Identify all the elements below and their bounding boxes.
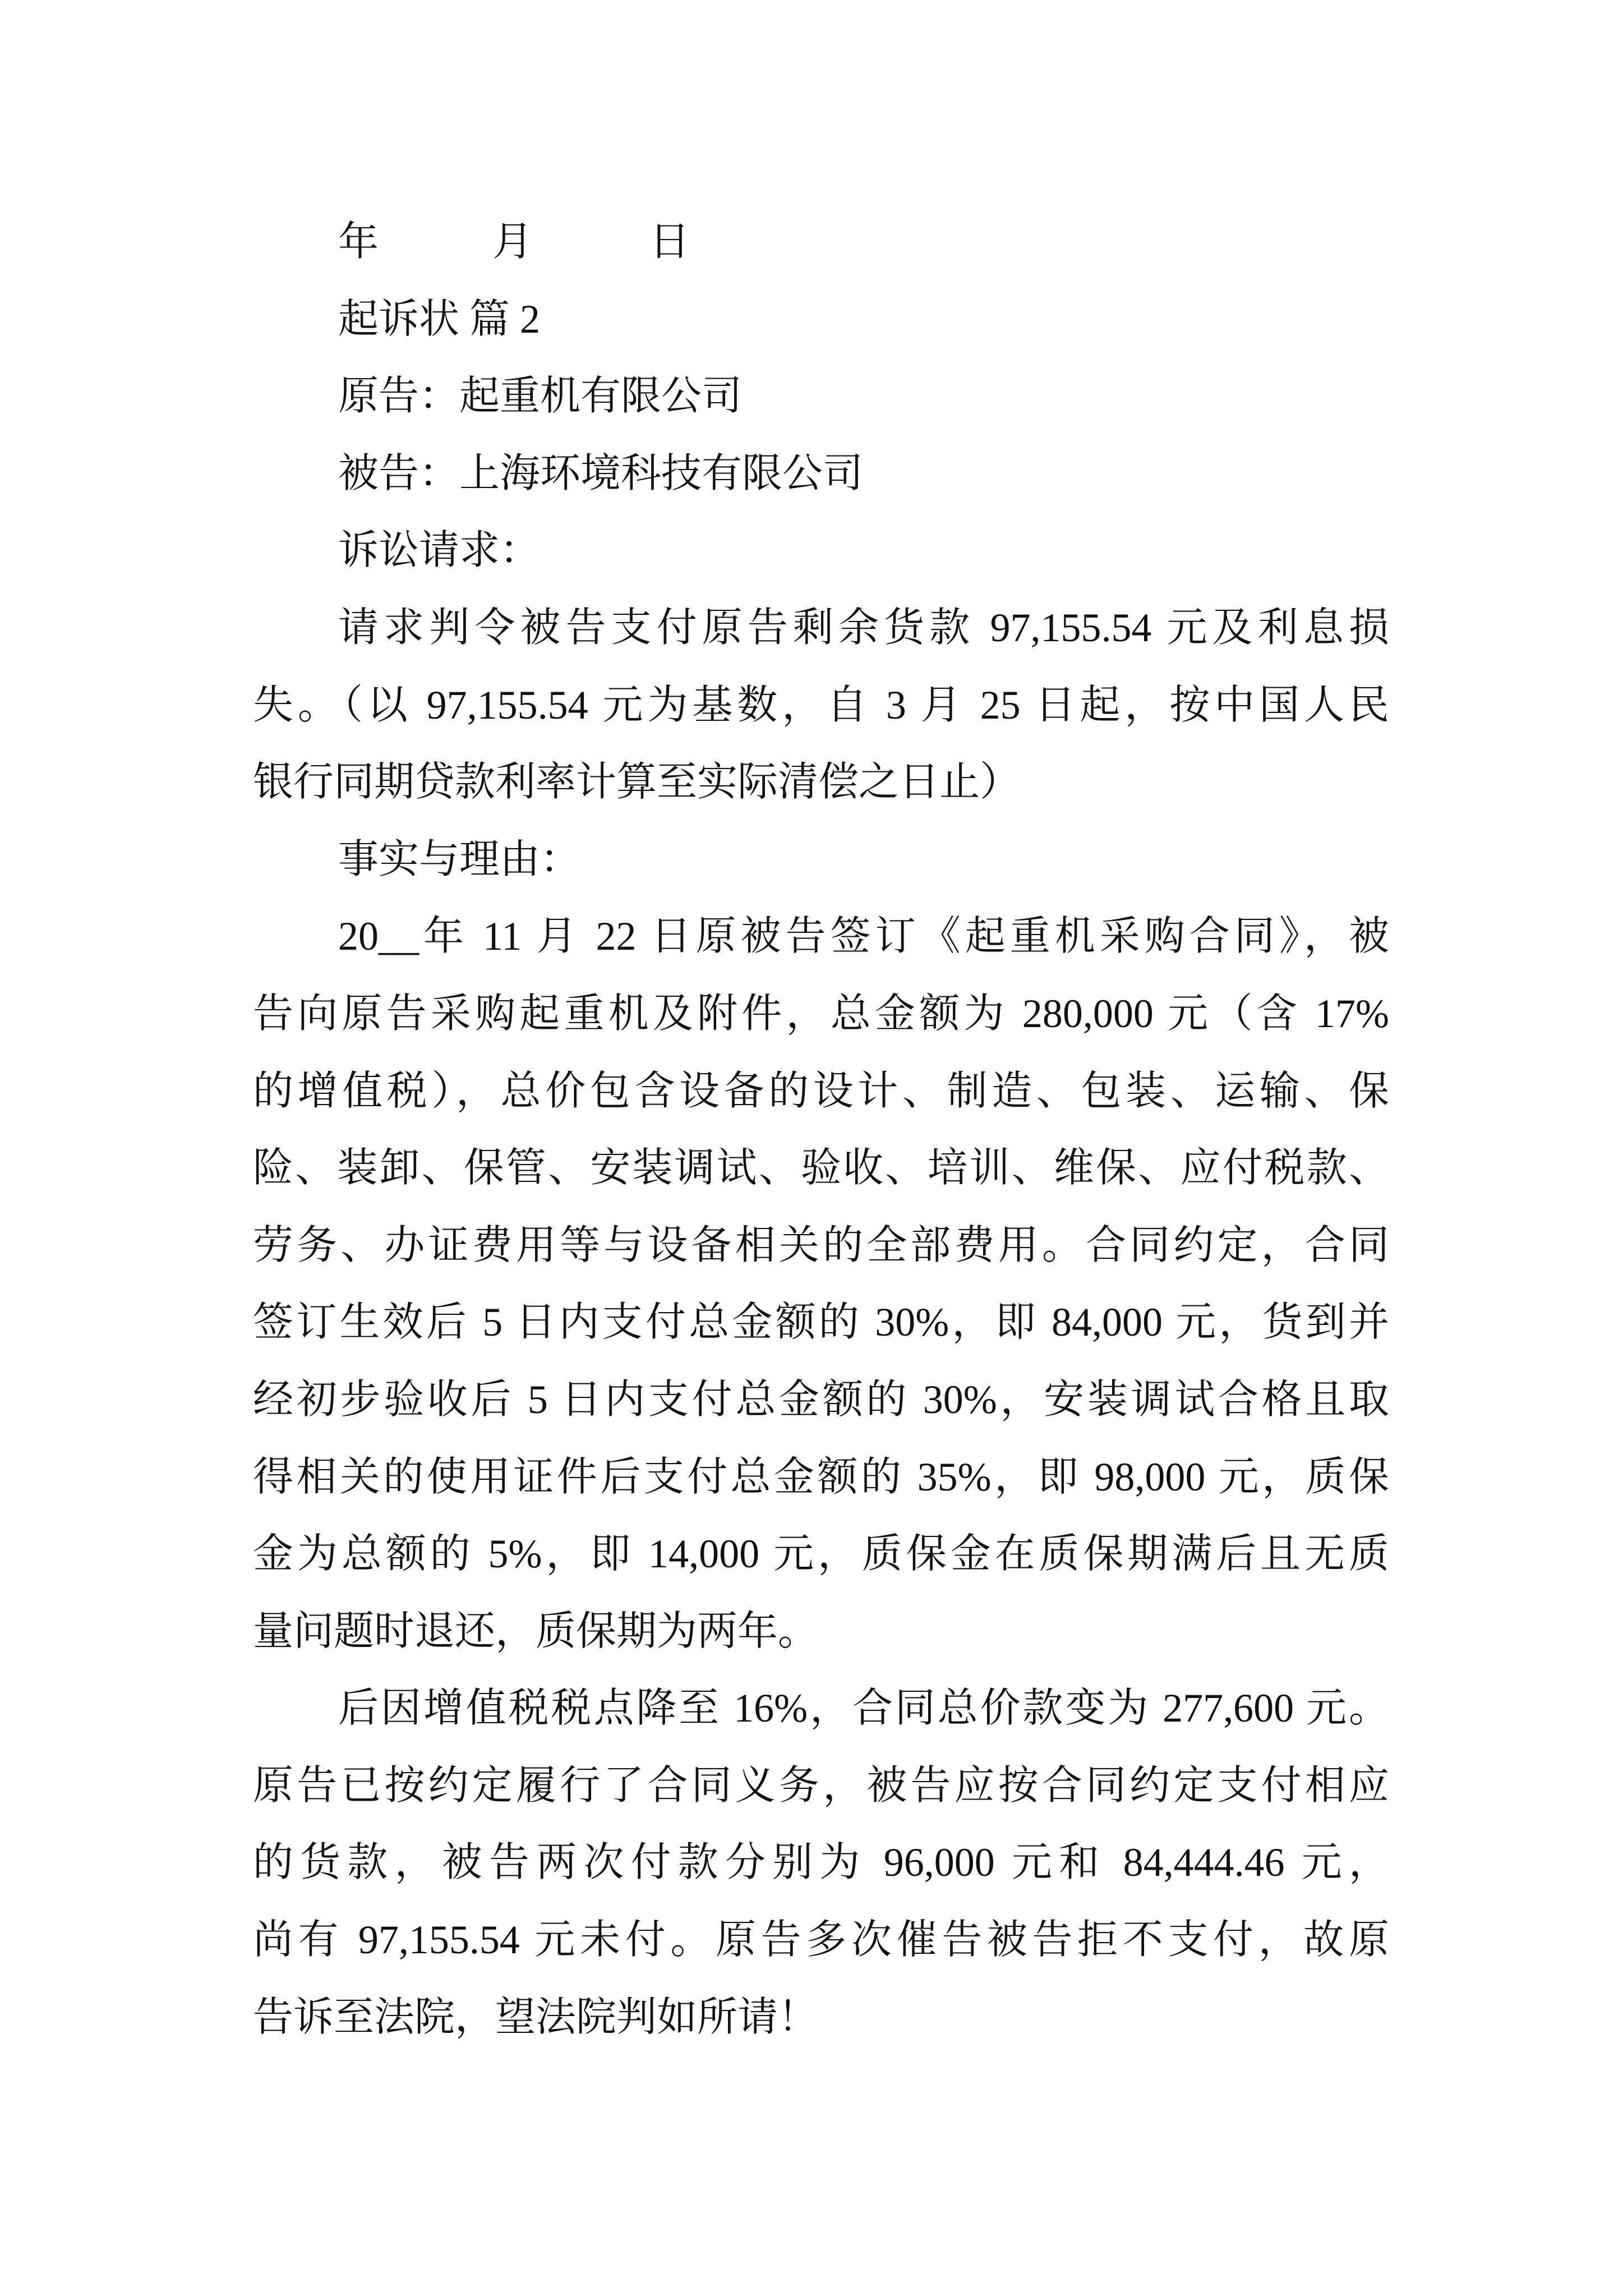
facts-heading: 事实与理由： bbox=[338, 836, 581, 882]
facts-line: 签订生效后 5 日内支付总金额的 30%，即 84,000 元，货到并 bbox=[253, 1300, 1389, 1345]
facts-paragraph-1 bbox=[0, 898, 1623, 1670]
date-month: 月 bbox=[492, 219, 533, 264]
claims-line: 失。（以 97,155.54 元为基数，自 3 月 25 日起，按中国人民 bbox=[253, 682, 1389, 728]
claims-line: 银行同期贷款利率计算至实际清偿之日止） bbox=[253, 760, 1021, 805]
facts-line: 原告已按约定履行了合同义务，被告应按合同约定支付相应 bbox=[253, 1763, 1389, 1808]
facts-line: 得相关的使用证件后支付总金额的 35%，即 98,000 元，质保 bbox=[253, 1454, 1389, 1499]
facts-line: 经初步验收后 5 日内支付总金额的 30%，安装调试合格且取 bbox=[253, 1377, 1389, 1422]
document-body bbox=[0, 204, 1623, 2056]
claims-paragraph bbox=[0, 590, 1623, 821]
facts-line: 劳务、办证费用等与设备相关的全部费用。合同约定，合同 bbox=[253, 1222, 1389, 1268]
defendant-line: 被告：上海环境科技有限公司 bbox=[338, 450, 864, 496]
facts-line: 20__年 11 月 22 日原被告签订《起重机采购合同》，被 bbox=[338, 914, 1389, 959]
date-day: 日 bbox=[649, 219, 690, 264]
facts-line: 金为总额的 5%，即 14,000 元，质保金在质保期满后且无质 bbox=[253, 1531, 1389, 1577]
facts-line: 量问题时退还，质保期为两年。 bbox=[253, 1608, 819, 1654]
date-year: 年 bbox=[338, 219, 379, 264]
facts-paragraph-2 bbox=[0, 1670, 1623, 2056]
document-heading: 起诉状 篇 2 bbox=[338, 296, 541, 342]
claims-heading: 诉讼请求： bbox=[338, 528, 541, 573]
claims-line: 请求判令被告支付原告剩余货款 97,155.54 元及利息损 bbox=[338, 605, 1389, 650]
facts-line: 的增值税），总价包含设备的设计、制造、包装、运输、保 bbox=[253, 1068, 1389, 1114]
plaintiff-line: 原告：起重机有限公司 bbox=[338, 374, 743, 419]
facts-line: 告诉至法院，望法院判如所请！ bbox=[253, 1994, 819, 2040]
facts-line: 险、装卸、保管、安装调试、验收、培训、维保、应付税款、 bbox=[253, 1145, 1389, 1191]
date-line bbox=[338, 204, 1389, 281]
facts-line: 的货款，被告两次付款分别为 96,000 元和 84,444.46 元， bbox=[253, 1840, 1389, 1885]
facts-line: 告向原告采购起重机及附件，总金额为 280,000 元（含 17% bbox=[253, 991, 1389, 1036]
facts-line: 尚有 97,155.54 元未付。原告多次催告被告拒不支付，故原 bbox=[253, 1917, 1389, 1963]
facts-line: 后因增值税税点降至 16%，合同总价款变为 277,600 元。 bbox=[338, 1686, 1389, 1731]
